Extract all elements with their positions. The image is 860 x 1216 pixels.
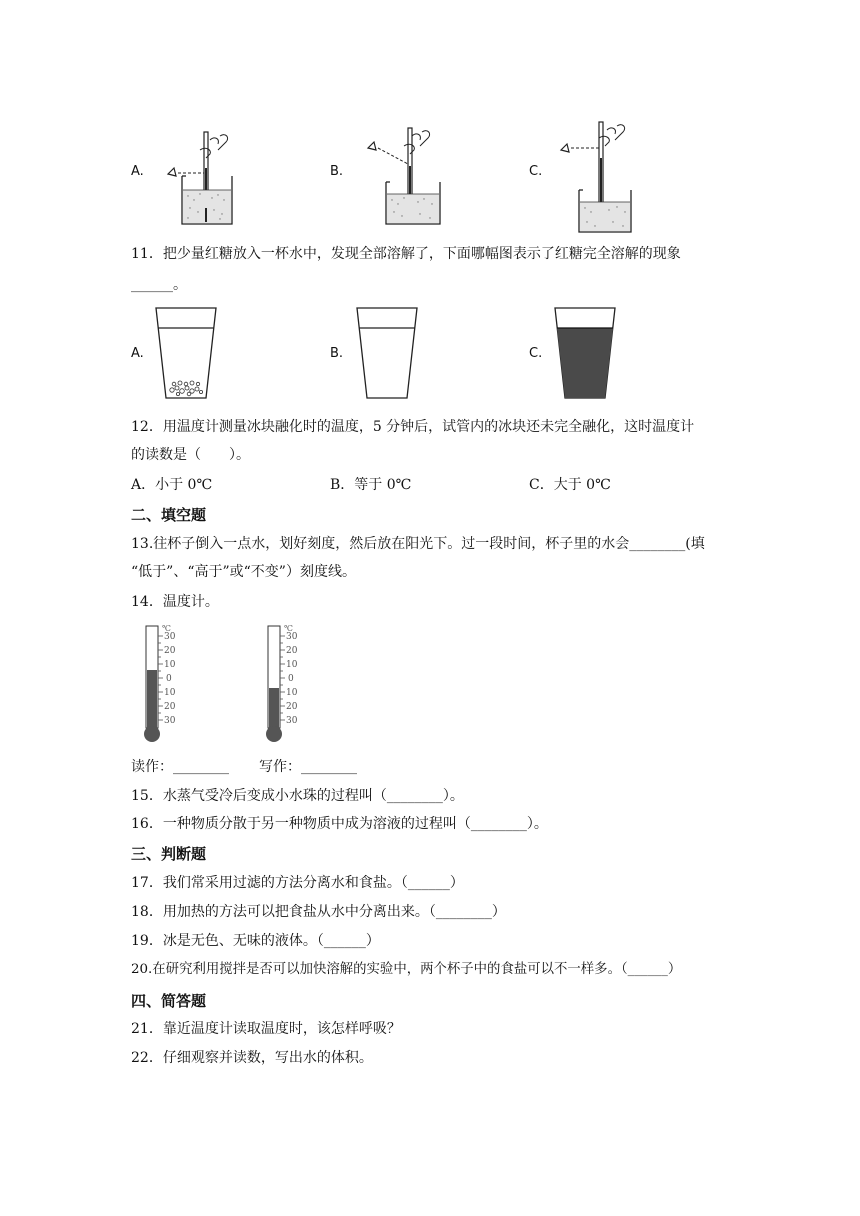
- section-heading-fill-in: 二、填空题: [131, 506, 207, 524]
- q18-question: 18．用加热的方法可以把食盐从水中分离出来。（________）: [131, 904, 506, 920]
- q14-reading-label: 读作：________: [131, 759, 229, 775]
- q21-question: 21．靠近温度计读取温度时，该怎样呼吸？: [131, 1021, 401, 1037]
- q22-question: 22．仔细观察并读数，写出水的体积。: [131, 1050, 373, 1066]
- q13-question-line1: 13.往杯子倒入一点水，划好刻度，然后放在阳光下。过一段时间，杯子里的水会________(填: [131, 536, 705, 552]
- q14-right-tick-10-bottom: 10: [286, 688, 298, 698]
- q11-cup-a: [154, 304, 218, 400]
- q14-thermometer-right: [260, 622, 316, 746]
- q14-question: 14．温度计。: [131, 594, 219, 610]
- q14-thermometer-left: [138, 622, 194, 746]
- q10-option-a-label: A.: [131, 164, 144, 179]
- q14-left-tick-20-bottom: 20: [164, 702, 176, 712]
- q20-question: 20.在研究利用搅拌是否可以加快溶解的实验中，两个杯子中的食盐可以不一样多。（______）: [131, 962, 682, 977]
- q14-right-tick-30-bottom: 30: [286, 716, 298, 726]
- q12-option-a: A．小于 0℃: [131, 477, 213, 493]
- q12-question-line2: 的读数是（ ）。: [131, 447, 250, 463]
- q10-figure-a: [160, 128, 240, 228]
- q11-question-line1: 11．把少量红糖放入一杯水中，发现全部溶解了，下面哪幅图表示了红糖完全溶解的现象: [131, 246, 681, 262]
- q14-left-tick-10-bottom: 10: [164, 688, 176, 698]
- q14-right-tick-0: 0: [288, 674, 294, 684]
- q11-cup-c: [553, 304, 617, 400]
- q11-option-a-label: A.: [131, 346, 144, 361]
- q14-left-tick-0: 0: [166, 674, 172, 684]
- q11-question-line2: ______。: [131, 277, 187, 293]
- q14-left-tick-20-top: 20: [164, 646, 176, 656]
- section-heading-short-answer: 四、简答题: [131, 992, 207, 1010]
- q14-right-tick-10-top: 10: [286, 660, 298, 670]
- q17-question: 17．我们常采用过滤的方法分离水和食盐。（______）: [131, 875, 464, 891]
- q14-right-tick-20-top: 20: [286, 646, 298, 656]
- q11-option-b-label: B.: [330, 346, 344, 361]
- q11-cup-b: [355, 304, 419, 400]
- q11-option-c-label: C.: [529, 346, 543, 361]
- q14-left-tick-10-top: 10: [164, 660, 176, 670]
- q14-right-tick-20-bottom: 20: [286, 702, 298, 712]
- q12-option-c: C．大于 0℃: [529, 477, 611, 493]
- q13-question-line2: “低于”、“高于”或“不变”）刻度线。: [131, 564, 356, 580]
- q12-option-b: B．等于 0℃: [330, 477, 412, 493]
- q10-option-b-label: B.: [330, 164, 344, 179]
- q16-question: 16．一种物质分散于另一种物质中成为溶液的过程叫（________）。: [131, 816, 548, 832]
- q10-figure-c: [555, 118, 645, 236]
- q14-left-unit: ℃: [162, 624, 171, 633]
- q14-right-unit: ℃: [284, 624, 293, 633]
- q15-question: 15．水蒸气受冷后变成小水珠的过程叫（________）。: [131, 788, 464, 804]
- q10-figure-b: [360, 124, 450, 228]
- q19-question: 19．冰是无色、无味的液体。（______）: [131, 933, 380, 949]
- section-heading-true-false: 三、判断题: [131, 845, 207, 863]
- q14-left-tick-30-top: 30: [164, 632, 176, 642]
- q14-right-tick-30-top: 30: [286, 632, 298, 642]
- q10-option-c-label: C.: [529, 164, 543, 179]
- q14-left-tick-30-bottom: 30: [164, 716, 176, 726]
- q14-writing-label: 写作：________: [259, 759, 357, 775]
- q12-question-line1: 12．用温度计测量冰块融化时的温度，5 分钟后，试管内的冰块还未完全融化，这时温度计: [131, 419, 695, 435]
